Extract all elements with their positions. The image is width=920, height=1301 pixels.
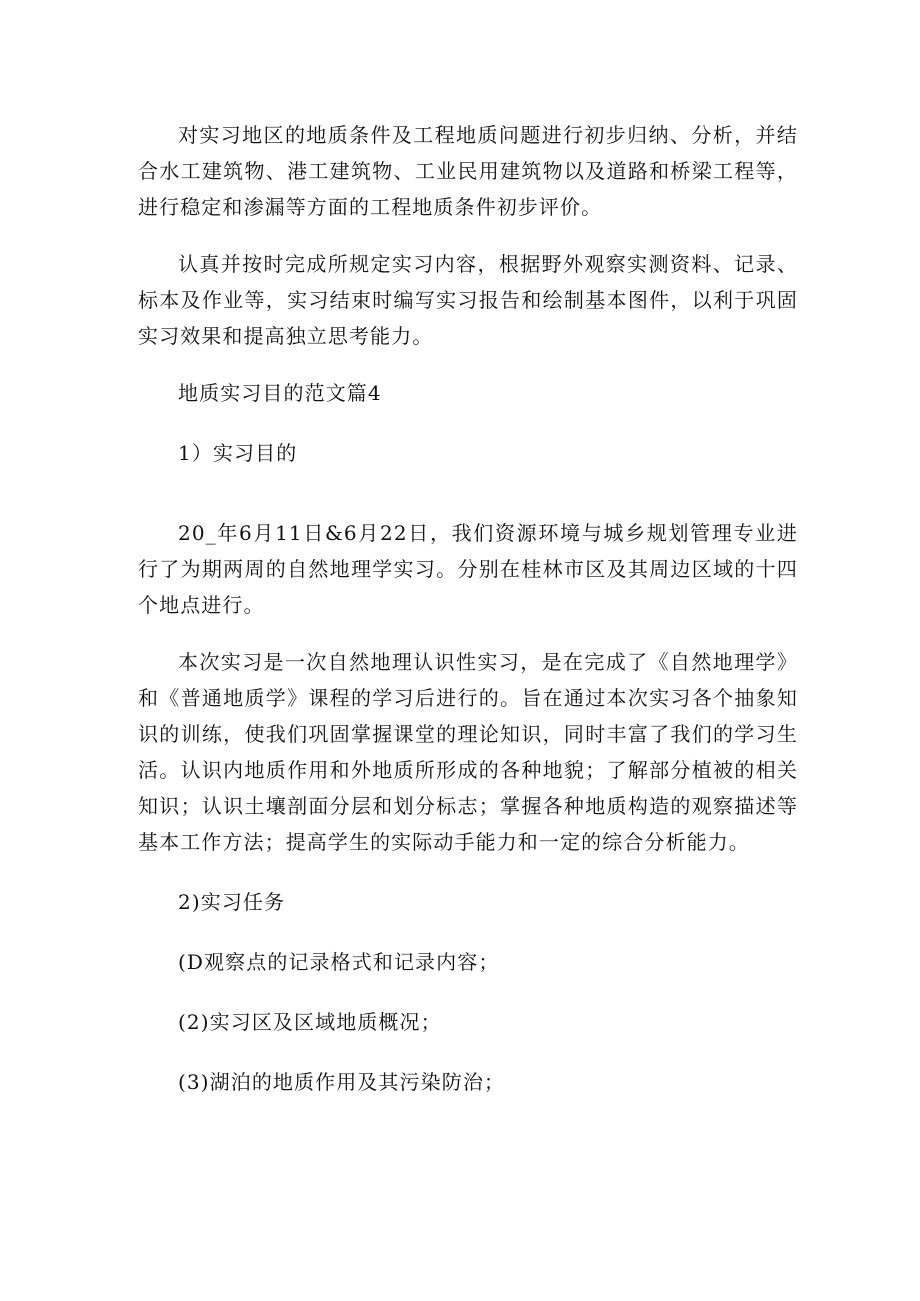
- task-item-2: (2)实习区及区域地质概况；: [178, 1010, 442, 1034]
- paragraph-evaluation: 对实习地区的地质条件及工程地质问题进行初步归纳、分析，并结合水工建筑物、港工建筑物、工业民用建筑物以及道路和桥梁工程等，进行稳定和渗漏等方面的工程地质条件初步评价。: [138, 123, 798, 219]
- document-page: [138, 117, 798, 1100]
- task-item-1: (D观察点的记录格式和记录内容；: [178, 950, 500, 974]
- paragraph-description: 本次实习是一次自然地理认识性实习，是在完成了《自然地理学》和《普通地质学》课程的学习后进行的。旨在通过本次实习各个抽象知识的训练，使我们巩固掌握课堂的理论知识，同时丰富了我们的学习生活。认识内地质作用和外地质所形成的各种地貌；了解部分植被的相关知识；认识土壤剖面分层和划分标志；掌握各种地质构造的观察描述等基本工作方法；提高学生的实际动手能力和一定的综合分析能力。: [138, 650, 798, 854]
- section-title: 地质实习目的范文篇4: [178, 381, 382, 405]
- task-item-3: (3)湖泊的地质作用及其污染防治；: [178, 1070, 506, 1094]
- subheading-purpose: 1）实习目的: [178, 441, 298, 465]
- subheading-tasks: 2)实习任务: [178, 890, 286, 914]
- paragraph-dates: 20_年6月11日&6月22日，我们资源环境与城乡规划管理专业进行了为期两周的自然地理学实习。分别在桂林市区及其周边区域的十四个地点进行。: [138, 521, 798, 617]
- paragraph-requirements: 认真并按时完成所规定实习内容，根据野外观察实测资料、记录、标本及作业等，实习结束时编写实习报告和绘制基本图件，以利于巩固实习效果和提高独立思考能力。: [138, 252, 798, 348]
